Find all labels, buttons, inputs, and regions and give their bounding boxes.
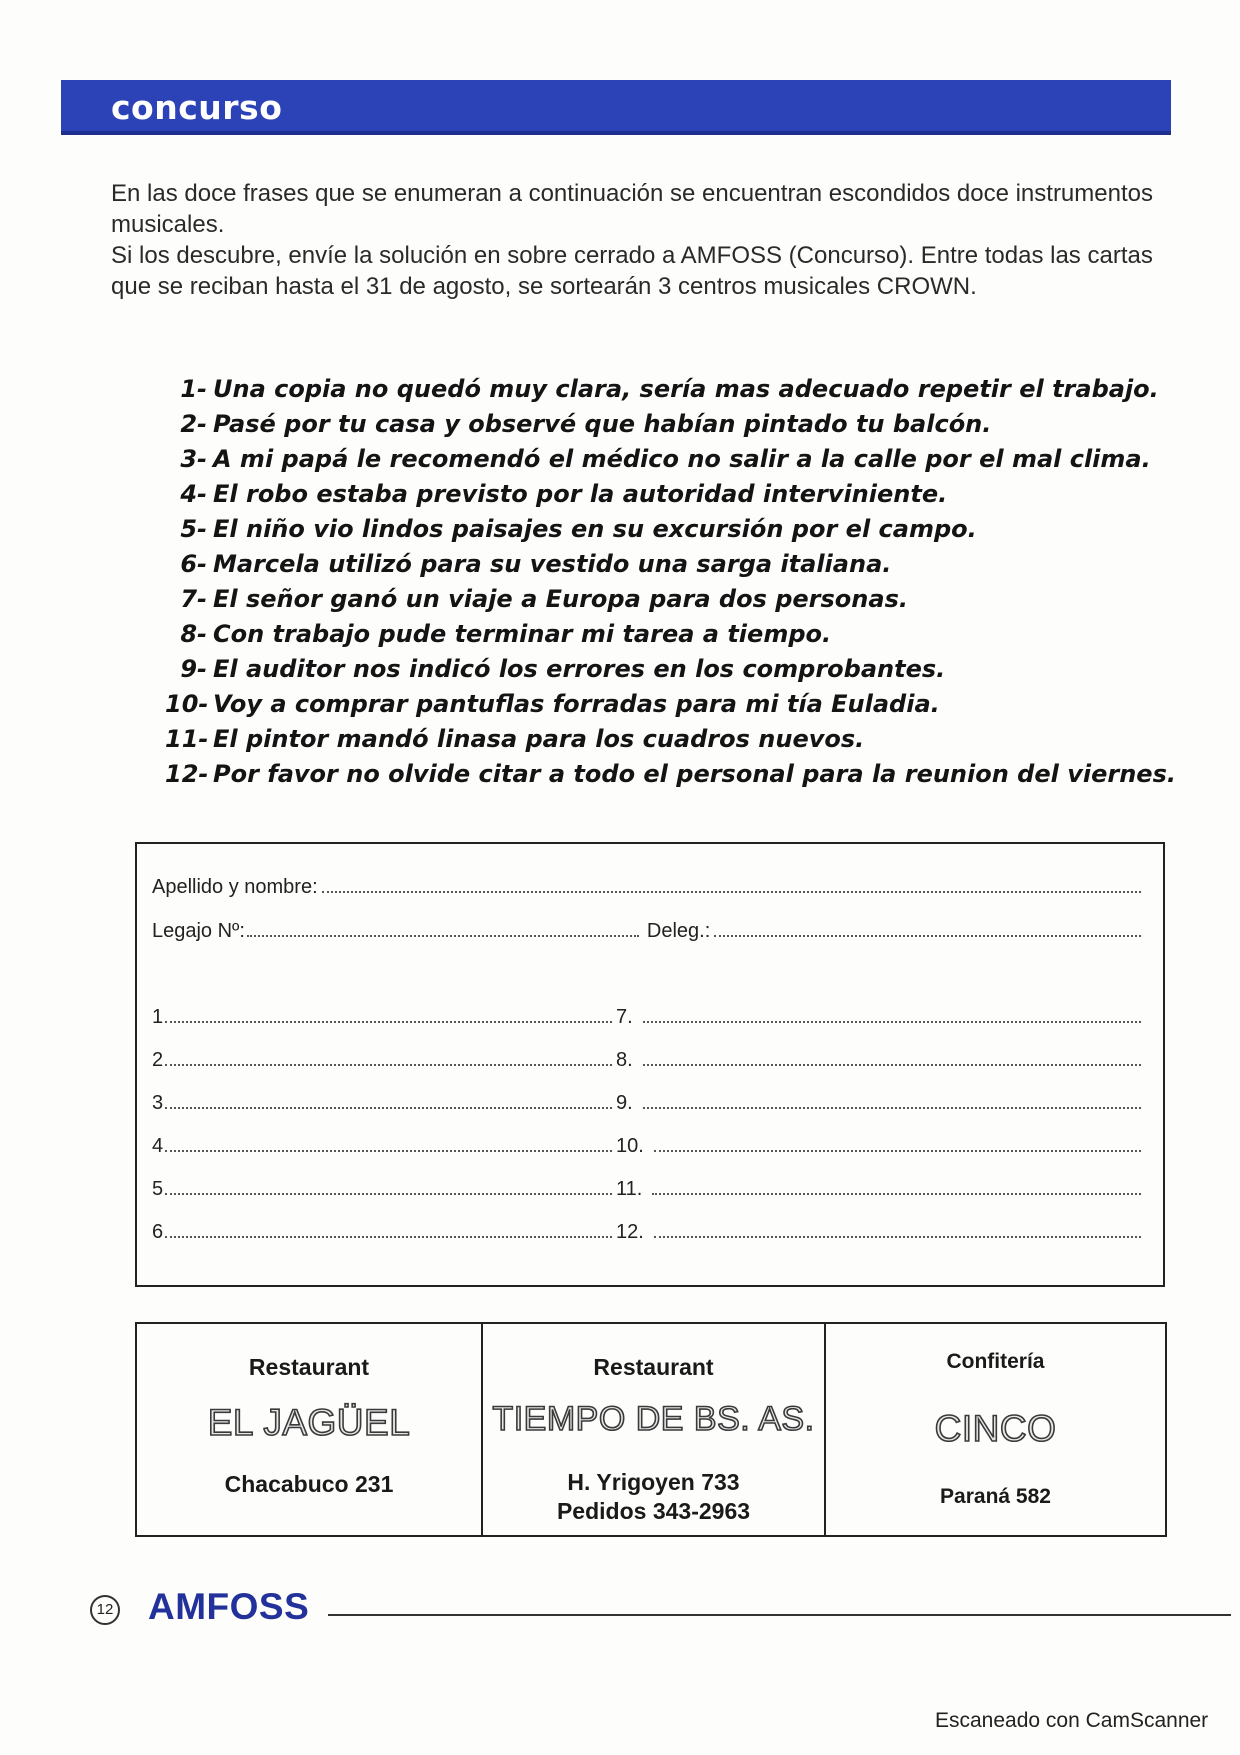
ad-address: Paraná 582 [940, 1485, 1051, 1508]
deleg-label: Deleg.: [646, 920, 711, 942]
answer-field[interactable] [165, 1235, 612, 1238]
ad-type: Restaurant [248, 1354, 370, 1380]
section-title: concurso [111, 88, 283, 127]
answer-number: 10. [616, 1135, 644, 1157]
answer-field[interactable] [643, 1106, 1141, 1109]
sentence-item: 5- El niño vio lindos paisajes en su excursión por el campo. [180, 515, 977, 543]
name-field[interactable] [322, 890, 1141, 893]
answer-number: 11. [616, 1178, 643, 1200]
answer-number: 5 [152, 1178, 164, 1200]
legajo-field[interactable] [247, 934, 639, 937]
sentence-item: 12- Por favor no olvide citar a todo el personal para la reunion del viernes. [165, 760, 1176, 788]
answer-field[interactable] [165, 1192, 612, 1195]
answer-number: 6 [152, 1221, 164, 1243]
ad-cinco [826, 1324, 1165, 1535]
answer-field[interactable] [654, 1235, 1141, 1238]
scanner-watermark: Escaneado con CamScanner [935, 1709, 1209, 1732]
answer-field[interactable] [643, 1020, 1141, 1023]
name-label: Apellido y nombre: [152, 876, 318, 898]
sentence-item: 7- El señor ganó un viaje a Europa para dos personas. [180, 585, 908, 613]
deleg-field[interactable] [714, 934, 1141, 937]
sentence-item: 1- Una copia no quedó muy clara, sería mas adecuado repetir el trabajo. [180, 375, 1159, 403]
sentence-item: 2- Pasé por tu casa y observé que habían pintado tu balcón. [180, 410, 992, 438]
answer-number: 12. [616, 1221, 644, 1243]
section-header-bar [61, 80, 1171, 135]
answer-number: 1 [152, 1006, 164, 1028]
ad-phone: Pedidos 343-2963 [556, 1498, 751, 1524]
intro-paragraph-1: En las doce frases que se enumeran a continuación se encuentran escondidos doce instrumentos musicales. [111, 180, 1153, 238]
answer-number: 3 [152, 1092, 164, 1114]
intro-text [111, 178, 1171, 302]
ad-name: CINCO [934, 1408, 1057, 1449]
intro-paragraph-2: Si los descubre, envíe la solución en sobre cerrado a AMFOSS (Concurso). Entre todas las cartas que se reciban hasta el 31 de agosto, se sortearán 3 centros musicales CROWN. [111, 242, 1153, 300]
sentence-item: 9- El auditor nos indicó los errores en los comprobantes. [180, 655, 946, 683]
sentence-item: 8- Con trabajo pude terminar mi tarea a tiempo. [180, 620, 832, 648]
amfoss-brand: AMFOSS [148, 1586, 310, 1627]
answer-number: 4 [152, 1135, 164, 1157]
ad-name: TIEMPO DE BS. AS. [492, 1400, 815, 1438]
ad-address: H. Yrigoyen 733 [567, 1469, 740, 1495]
contest-sentences [165, 372, 1176, 792]
answer-field[interactable] [165, 1020, 612, 1023]
legajo-label: Legajo Nº: [152, 920, 245, 942]
answer-field[interactable] [652, 1192, 1141, 1195]
legajo-row[interactable] [152, 920, 1141, 943]
ad-name: EL JAGÜEL [207, 1402, 411, 1443]
sentence-item: 4- El robo estaba previsto por la autoridad interviniente. [180, 480, 948, 508]
name-row[interactable] [152, 876, 1141, 899]
sentence-item: 10- Voy a comprar pantuflas forradas para mi tía Euladia. [165, 690, 940, 718]
answer-number: 9. [616, 1092, 633, 1114]
page-number-badge: 12 [90, 1595, 120, 1625]
sentence-item: 11- El pintor mandó linasa para los cuadros nuevos. [165, 725, 865, 753]
footer-rule [328, 1614, 1231, 1616]
answer-row[interactable] [152, 1049, 1141, 1072]
sentence-item: 3- A mi papá le recomendó el médico no salir a la calle por el mal clima. [180, 445, 1151, 473]
sentence-item: 6- Marcela utilizó para su vestido una sarga italiana. [180, 550, 892, 578]
answer-field[interactable] [165, 1063, 612, 1066]
answer-row[interactable] [152, 1221, 1141, 1244]
answer-row[interactable] [152, 1092, 1141, 1115]
answer-number: 7. [616, 1006, 633, 1028]
answer-field[interactable] [643, 1063, 1141, 1066]
entry-form [135, 842, 1165, 1287]
answer-number: 2 [152, 1049, 164, 1071]
answer-row[interactable] [152, 1135, 1141, 1158]
sponsor-ads [135, 1322, 1167, 1537]
ad-address: Chacabuco 231 [224, 1471, 394, 1497]
answer-field[interactable] [165, 1106, 612, 1109]
ad-type: Confitería [946, 1350, 1045, 1373]
answer-number: 8. [616, 1049, 633, 1071]
answer-row[interactable] [152, 1006, 1141, 1029]
ad-type: Restaurant [593, 1354, 714, 1380]
answer-field[interactable] [165, 1149, 612, 1152]
ad-el-jaguel [137, 1324, 483, 1535]
ad-tiempo-de-bs-as [483, 1324, 826, 1535]
answer-row[interactable] [152, 1178, 1141, 1201]
answer-field[interactable] [654, 1149, 1141, 1152]
